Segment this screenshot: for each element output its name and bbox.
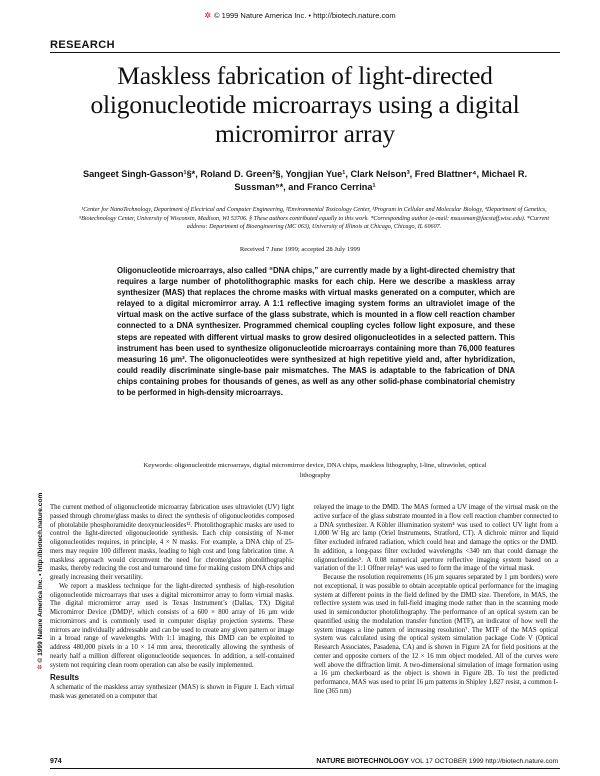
- keywords: Keywords: oligonucleotide microarrays, digital micromirror device, DNA chips, maskless lithography, I-line, ultraviolet, optical lithography: [143, 462, 487, 479]
- section-label: RESEARCH: [50, 39, 115, 51]
- page-number: 974: [50, 758, 62, 765]
- article-title: Maskless fabrication of light-directed oligonucleotide microarrays using a digital micromirror array: [90, 61, 520, 148]
- section-divider: [50, 52, 560, 53]
- body-paragraph: A schematic of the maskless array synthesizer (MAS) is shown in Figure 1. Each virtual mask was generated on a computer that: [50, 684, 294, 700]
- header-copyright: [0, 11, 600, 20]
- side-margin-copyright: [36, 270, 48, 670]
- nature-america-logo-icon: ✲: [37, 664, 44, 670]
- received-dates: Received 7 June 1999; accepted 28 July 1999: [239, 246, 361, 253]
- body-column-left: [50, 504, 294, 702]
- journal-name: NATURE BIOTECHNOLOGY: [316, 758, 409, 765]
- body-column-right: [314, 504, 558, 697]
- side-margin-text: ✲ © 1999 Nature America Inc. • http://biotech.nature.com: [37, 492, 44, 670]
- header-copyright-text: © 1999 Nature America Inc. • http://biotech.nature.com: [214, 11, 396, 20]
- results-heading: Results: [50, 673, 79, 683]
- journal-footer: [316, 758, 558, 765]
- affiliations: ¹Center for NanoTechnology, Department of Electrical and Computer Engineering, ²Environmental Toxicology Center, ³Program in Cellular and Molecular Biology, ⁴Department of Genetics, ⁵Biotechnology Center, University of Wisconsin, Madison, WI 53706. § These authors contributed equally to this work. *Corresponding author (e-mail: msussman@facstaff.wisc.edu). *Current address: Department of Bioengineering (MC 063), University of Illinois at Chicago, Chicago, IL 60607.: [78, 207, 550, 230]
- body-paragraph: The current method of oligonucleotide microarray fabrication uses ultraviolet (UV) light passed through chrome/glass masks to direct the synthesis of oligonucleotides composed of photolabile phosphoramidite deoxynucleosides¹². Photolithographic masks are used to control the light-directed oligonucleotide synthesis. Each chip consisting of N-mer oligonucleotides requires, in principle, 4 × N masks. For example, a DNA chip of 25-mers may require 100 different masks, leading to high cost and long fabrication time. A maskless approach would circumvent the need for chrome/glass photolithographic masks, thereby reducing the cost and turnaround time for making custom DNA chips and greatly increasing their versatility.: [50, 504, 294, 581]
- author-list: Sangeet Singh-Gasson¹§*, Roland D. Green²§, Yongjian Yue¹, Clark Nelson³, Fred Blattner⁴, Michael R. Sussman⁵*, and Franco Cerrina¹: [82, 169, 528, 192]
- nature-america-logo-icon: ✲: [204, 11, 212, 20]
- body-paragraph: We report a maskless technique for the light-directed synthesis of high-resolution oligonucleotide microarrays that uses a digital micromirror array to form virtual masks. The digital micromirror array used is Texas Instrument’s (Dallas, TX) Digital Micromirror Device (DMD)³, which consists of a 600 × 800 array of 16 µm wide micromirrors and is commonly used in computer display projection systems. These mirrors are individually addressable and can be used to create any given pattern or image in a broad range of wavelengths. With 1:1 imaging, this DMD can be exploited to address 480,000 pixels in a 10 × 14 mm area, theoretically allowing the synthesis of nearly half a million different oligonucleotide sequences. In addition, a self-contained system not requiring clean room operation can also be easily implemented.: [50, 582, 294, 669]
- journal-issue: VOL 17 OCTOBER 1999: [410, 758, 484, 765]
- body-paragraph: Because the resolution requirements (16 µm squares separated by 1 µm borders) were not exceptional, it was possible to obtain acceptable optical performance for the imaging system at different points in the field defined by the DMD size. Therefore, in MAS, the reflective system was used in full-field imaging mode rather than in the scanning mode used in semiconductor photolithography. The performance of an optical system can be quantified using the modulation transfer function (MTF), an indicator of how well the system images a line pattern of increasing resolution⁷. The MTF of the MAS optical system was calculated using the optical system simulation package Code V (Optical Research Associates, Pasadena, CA) and is shown in Figure 2A for field positions at the center and opposite corners of the 12 × 16 mm object modeled. All of the curves were well above the diffraction limit. A two-dimensional simulation of image formation using a 16 µm checkerboard as the object is shown in Figure 2B. To test the predicted performance, MAS was used to print 16 µm patterns in Shipley 1,827 resist, a common I-line (365 nm): [314, 574, 558, 695]
- footer-divider: [50, 768, 560, 769]
- body-paragraph: relayed the image to the DMD. The MAS formed a UV image of the virtual mask on the active surface of the glass substrate mounted in a flow cell reaction chamber connected to a DNA synthesizer. A Köhler illumination system⁴ was used to collect UV light from a 1,000 W Hg arc lamp (Oriel Instruments, Stratford, CT). A dichroic mirror and liquid filter excluded infrared radiation, which could heat and damage the optics or the DMD. In addition, a long-pass filter excluded wavelengths <340 nm that could damage the oligonucleotides⁵. A 0.08 numerical aperture reflective imaging system based on a variation of the 1:1 Offner relay⁶ was used to form the image of the virtual mask.: [314, 504, 558, 573]
- journal-url[interactable]: http://biotech.nature.com: [485, 758, 558, 765]
- abstract: Oligonucleotide microarrays, also called “DNA chips,” are currently made by a light-directed chemistry that requires a large number of photolithographic masks for each chip. Here we describe a maskless array synthesizer (MAS) that replaces the chrome masks with virtual masks generated on a computer, which are relayed to a digital micromirror array. A 1:1 reflective imaging system forms an ultraviolet image of the virtual mask on the active surface of the glass substrate, which is mounted in a flow cell reaction chamber connected to a DNA synthesizer. Programmed chemical coupling cycles follow light exposure, and these steps are repeated with different virtual masks to grow desired oligonucleotides in a selected pattern. This instrument has been used to synthesize oligonucleotide microarrays containing more than 76,000 features measuring 16 µm². The oligonucleotides were synthesized at high repetitive yield and, after hybridization, could readily discriminate single-base pair mismatches. The MAS is adaptable to the fabrication of DNA chips containing probes for thousands of genes, as well as any other solid-phase combinatorial chemistry to be performed in high-density microarrays.: [117, 266, 515, 398]
